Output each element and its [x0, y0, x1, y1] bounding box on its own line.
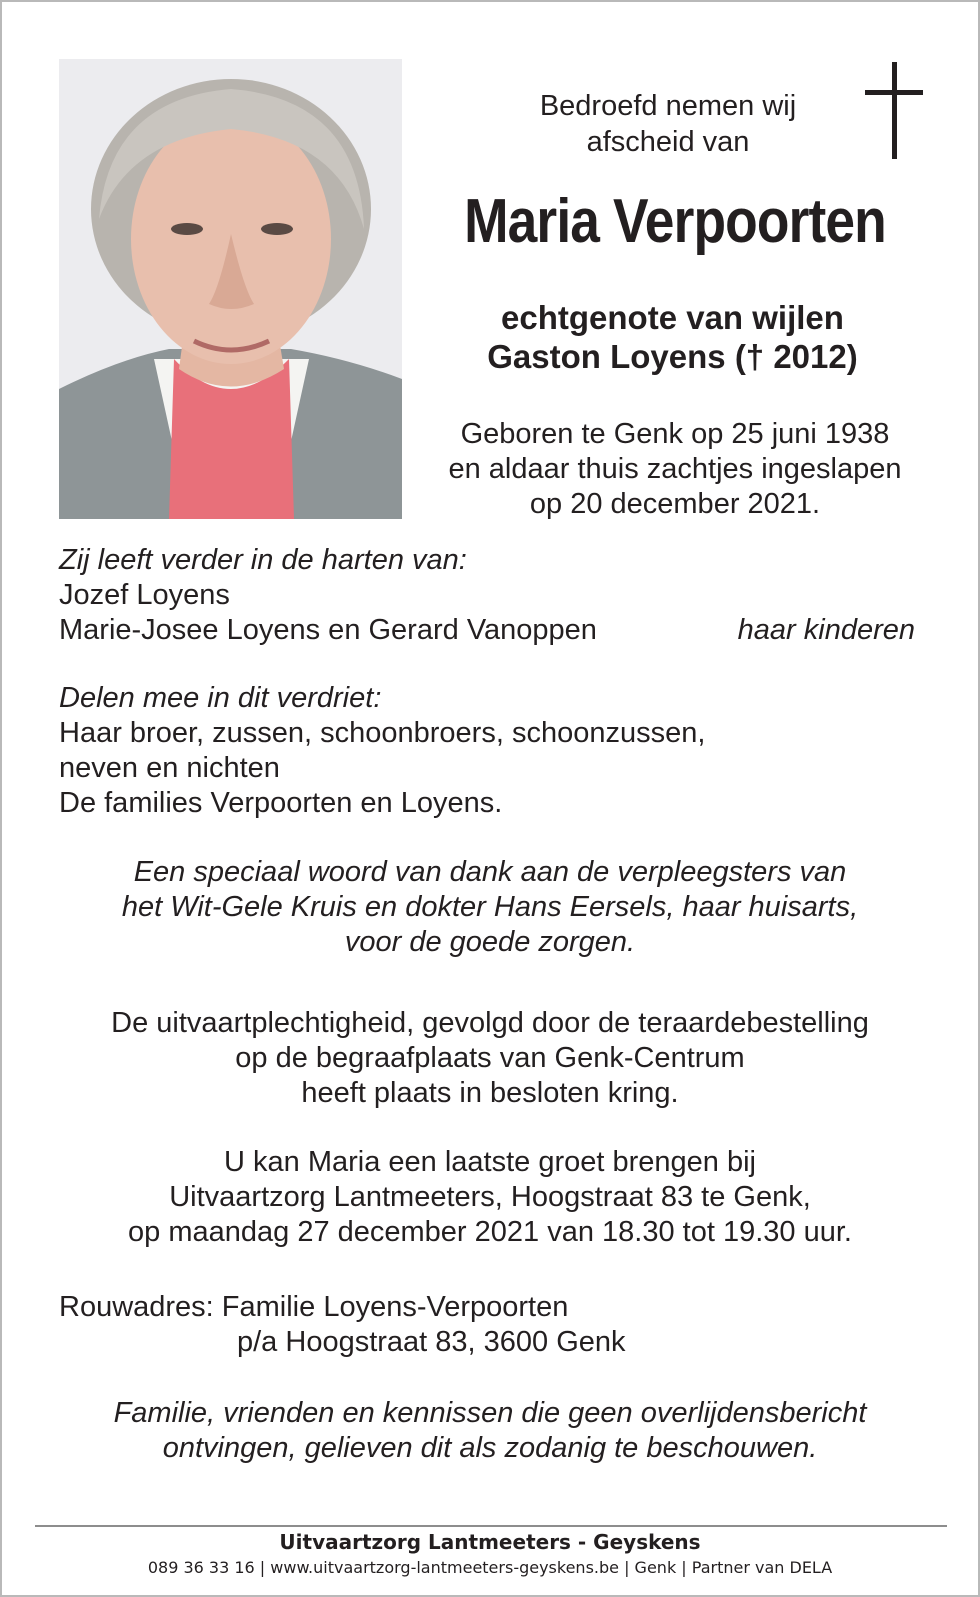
birth-line: Geboren te Genk op 25 juni 1938: [460, 418, 890, 450]
thanks-line: het Wit-Gele Kruis en dokter Hans Eersels, haar huisarts,: [121, 891, 859, 923]
visitation-line: op maandag 27 december 2021 van 18.30 tot 19.30 uur.: [128, 1216, 852, 1248]
child-row: [59, 613, 915, 648]
closing-note: [40, 1396, 940, 1466]
ceremony-line: De uitvaartplechtigheid, gevolgd door de teraardebestelling: [111, 1007, 869, 1039]
ceremony-text: [40, 1006, 940, 1111]
funeral-home-contact: 089 36 33 16 | www.uitvaartzorg-lantmeeters-geyskens.be | Genk | Partner van DELA: [147, 1558, 833, 1577]
children-role: haar kinderen: [737, 614, 915, 646]
child-name: Jozef Loyens: [59, 579, 230, 611]
thanks-text: [40, 855, 940, 960]
deceased-name: Maria Verpoorten: [464, 187, 886, 256]
spouse-line: Gaston Loyens († 2012): [487, 338, 858, 375]
closing-line: Familie, vrienden en kennissen die geen overlijdensbericht: [113, 1397, 867, 1429]
portrait-photo: [59, 59, 402, 519]
intro-line: Bedroefd nemen wij: [539, 90, 797, 122]
visitation-text: [40, 1145, 940, 1250]
relatives-section: [59, 681, 705, 821]
birth-death-info: [420, 417, 930, 522]
birth-line: op 20 december 2021.: [529, 488, 821, 520]
birth-line: en aldaar thuis zachtjes ingeslapen: [448, 453, 902, 485]
address-line: p/a Hoogstraat 83, 3600 Genk: [237, 1326, 626, 1358]
funeral-home-name: Uitvaartzorg Lantmeeters - Geyskens: [279, 1530, 701, 1554]
relatives-line: De families Verpoorten en Loyens.: [59, 787, 503, 819]
relatives-heading: Delen mee in dit verdriet:: [59, 682, 382, 714]
ceremony-line: op de begraafplaats van Genk-Centrum: [235, 1042, 745, 1074]
intro-line: afscheid van: [586, 126, 750, 158]
child-name: Marie-Josee Loyens en Gerard Vanoppen: [59, 614, 597, 646]
visitation-line: U kan Maria een laatste groet brengen bij: [224, 1146, 756, 1178]
thanks-line: voor de goede zorgen.: [344, 926, 636, 958]
family-heading: Zij leeft verder in de harten van:: [59, 544, 467, 576]
mourning-address: [59, 1290, 626, 1360]
relatives-line: Haar broer, zussen, schoonbroers, schoonzussen,: [59, 717, 706, 749]
intro-text: [508, 88, 828, 160]
spouse-line: echtgenote van wijlen: [501, 299, 844, 336]
closing-line: ontvingen, gelieven dit als zodanig te beschouwen.: [162, 1432, 818, 1464]
visitation-line: Uitvaartzorg Lantmeeters, Hoogstraat 83 te Genk,: [169, 1181, 811, 1213]
ceremony-line: heeft plaats in besloten kring.: [301, 1077, 679, 1109]
latin-cross-icon: [865, 62, 923, 159]
thanks-line: Een speciaal woord van dank aan de verpleegsters van: [133, 856, 847, 888]
footer-divider: [35, 1525, 947, 1527]
spouse-info: [450, 298, 895, 376]
family-section: [59, 543, 915, 648]
address-line: Rouwadres: Familie Loyens-Verpoorten: [59, 1291, 569, 1323]
relatives-line: neven en nichten: [59, 752, 280, 784]
